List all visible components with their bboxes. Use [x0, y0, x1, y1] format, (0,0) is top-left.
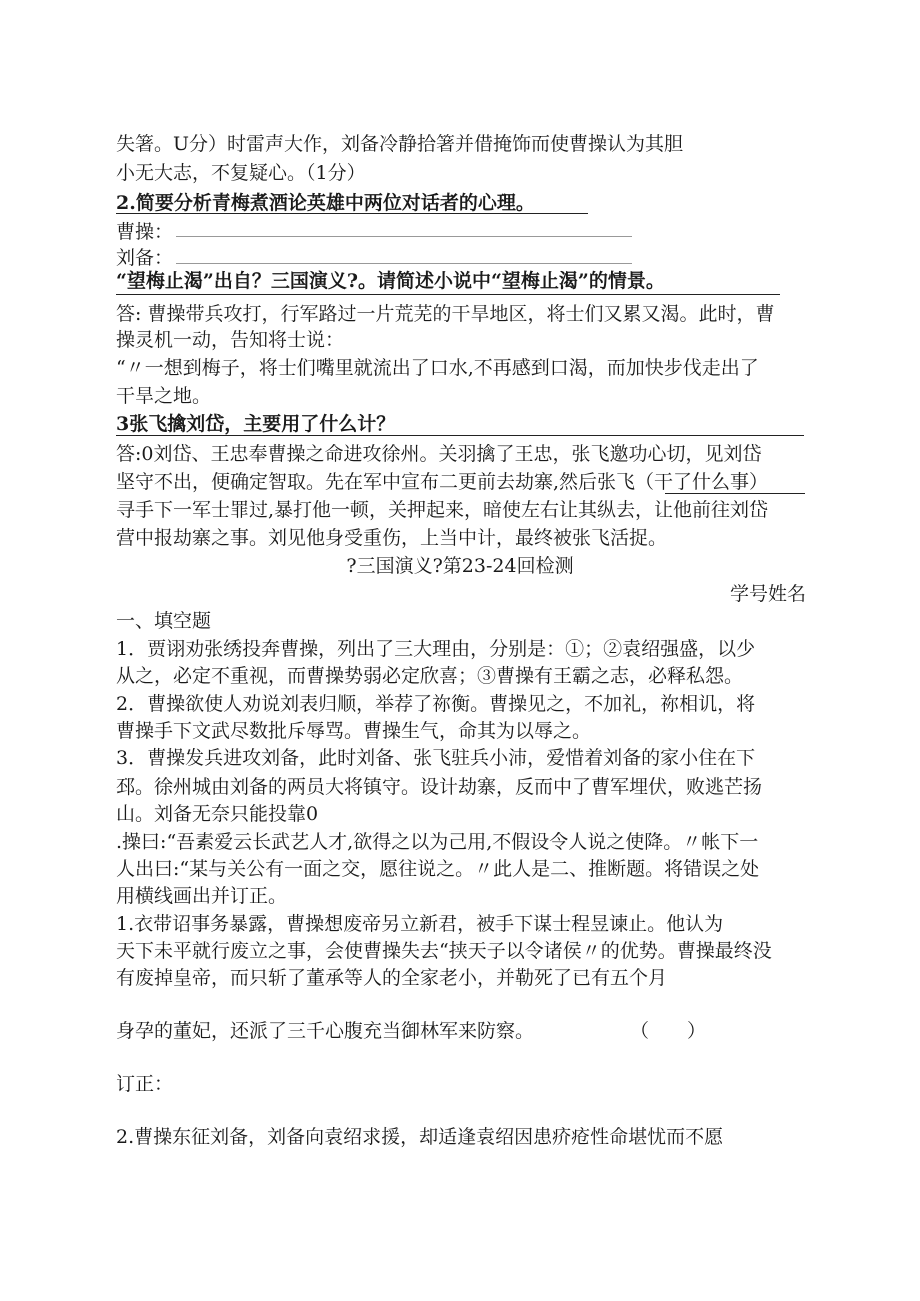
answer-blank-caocao[interactable] — [176, 236, 632, 237]
text-line: .操曰:“吾素爱云长武艺人才,欲得之以为己用,不假设令人说之使降。〃帐下一 — [116, 831, 759, 853]
heading-underline — [116, 435, 804, 436]
question-heading: 2.简要分析青梅煮酒论英雄中两位对话者的心理。 — [116, 192, 535, 214]
text-line: 人出曰:“某与关公有一面之交，愿往说之。〃此人是二、推断题。将错误之处 — [116, 858, 760, 880]
text-line: 用横线画出并订正。 — [116, 885, 288, 907]
text-line: 有废掉皇帝，而只斩了董承等人的全家老小，并勒死了已有五个月 — [116, 967, 668, 989]
heading-underline — [116, 294, 780, 295]
heading-underline — [116, 213, 588, 214]
answer-parentheses[interactable]: （ ） — [630, 1020, 707, 1042]
correction-label: 订正： — [116, 1073, 174, 1095]
text-line — [116, 469, 768, 495]
question-heading: 3张飞擒刘岱，主要用了什么计？ — [116, 413, 396, 435]
text-segment: 坚守不出，便确定智取。先在军中宣布二更前去劫寨,然后张飞 — [116, 471, 636, 493]
text-line: “〃一想到梅子，将士们嘴里就流出了口水,不再感到口渴，而加快步伐走出了 — [116, 357, 759, 379]
text-line: 天下未平就行废立之事，会使曹操失去“挟天子以令诸侯〃的优势。曹操最终没 — [116, 940, 772, 962]
hint-underline — [665, 493, 805, 494]
answer-label-caocao: 曹操： — [116, 221, 174, 243]
text-line: 操灵机一动，告知将士说： — [116, 329, 345, 351]
text-line: 1.衣带诏事务暴露，曹操想废帝另立新君，被手下谋士程昱谏止。他认为 — [116, 913, 724, 935]
text-line: 答:0刘岱、王忠奉曹操之命进攻徐州。关羽擒了王忠，张飞邀功心切，见刘岱 — [116, 443, 762, 465]
text-line: 小无大志，不复疑心。（1分） — [116, 162, 366, 184]
text-line: 3．曹操发兵进攻刘备，此时刘备、张飞驻兵小沛，爱惜着刘备的家小住在下 — [116, 747, 756, 769]
test-title: ?三国演义?第23-24回检测 — [346, 555, 574, 577]
text-line: 干旱之地。 — [116, 385, 212, 407]
text-line: 身孕的董妃，还派了三千心腹充当御林军来防察。 — [116, 1020, 535, 1042]
text-line: 营中报劫寨之事。刘见他身受重伤，上当中计，最终被张飞活捉。 — [116, 527, 668, 549]
question-heading: “望梅止渴”出自？三国演义?。请简述小说中“望梅止渴”的情景。 — [116, 270, 665, 292]
text-line: 失箸。U分）时雷声大作，刘备冷静拾箸并借掩饰而使曹操认为其胆 — [116, 133, 684, 155]
text-line: 答: 曹操带兵攻打，行军路过一片荒芜的干旱地区，将士们又累又渴。此时，曹 — [116, 303, 775, 325]
text-line: 山。刘备无奈只能投靠0 — [116, 803, 319, 825]
underlined-blank-hint: （干了什么事） — [635, 471, 769, 493]
section-heading: 一、填空题 — [116, 610, 212, 632]
answer-blank-liubei[interactable] — [176, 263, 632, 264]
text-line: 1．贾诩劝张绣投奔曹操，列出了三大理由，分别是：①；②袁绍强盛，以少 — [116, 638, 756, 660]
text-line: 2.曹操东征刘备，刘备向袁绍求援，却适逢袁绍因患疥疮性命堪忧而不愿 — [116, 1126, 724, 1148]
text-line: 曹操手下文武尽数批斥辱骂。曹操生气，命其为以辱之。 — [116, 720, 592, 742]
text-line: 寻手下一军士罪过,暴打他一顿，关押起来，暗使左右让其纵去，让他前往刘岱 — [116, 499, 769, 521]
text-line: 邳。徐州城由刘备的两员大将镇守。设计劫寨，反而中了曹军埋伏，败逃芒扬 — [116, 776, 763, 798]
answer-label-liubei: 刘备： — [116, 247, 174, 269]
text-line: 从之，必定不重视，而曹操势弱必定欣喜；③曹操有王霸之志，必释私怨。 — [116, 665, 744, 687]
text-line: 2．曹操欲使人劝说刘表归顺，举荐了祢衡。曹操见之，不加礼，祢相讥，将 — [116, 693, 756, 715]
student-info: 学号姓名 — [729, 583, 806, 605]
